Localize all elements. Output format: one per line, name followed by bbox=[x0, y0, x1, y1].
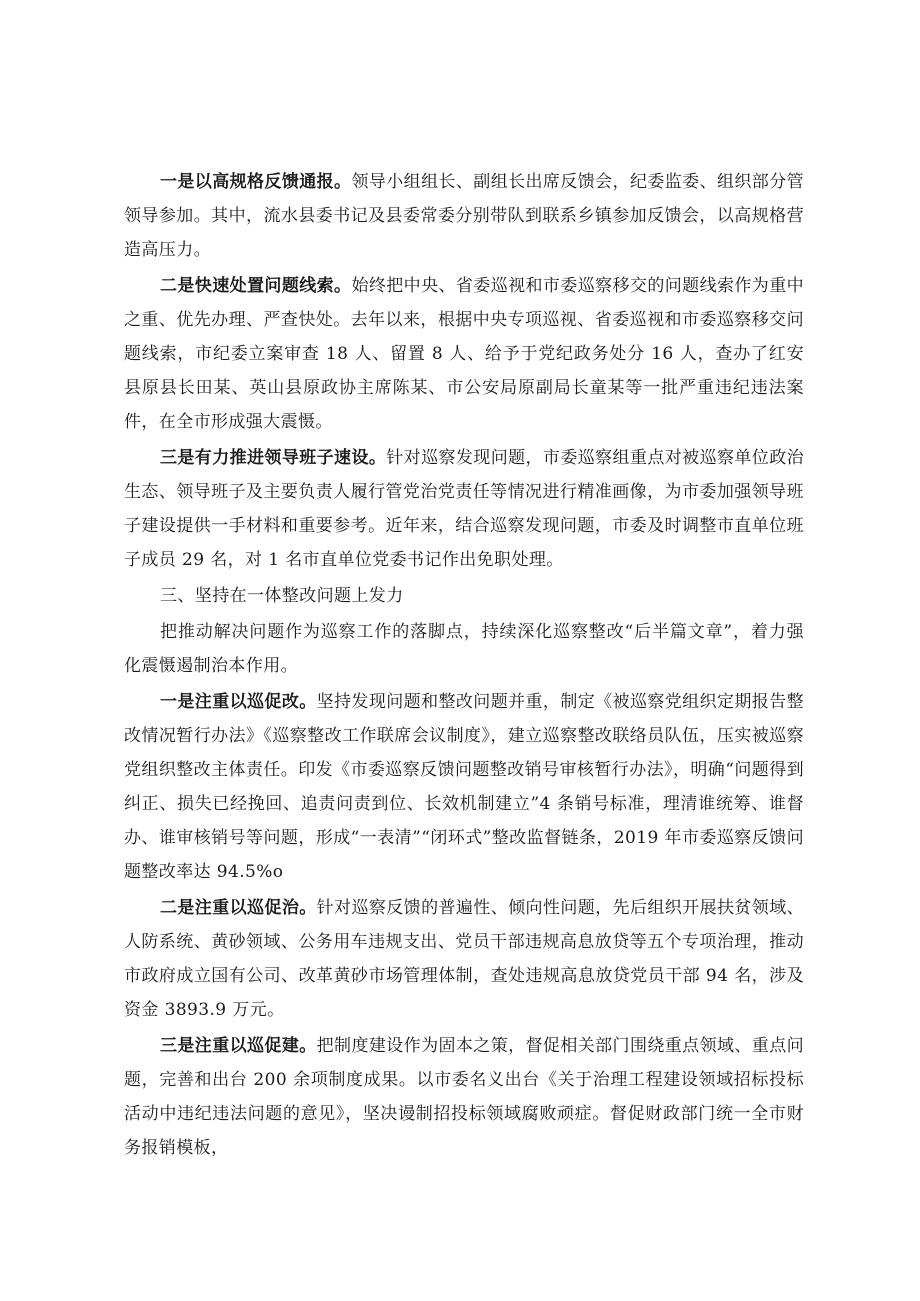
paragraph-text: 把制度建设作为固本之策，督促相关部门围绕重点领域、重点问题，完善和出台 200 余项制度成果。以市委名义出台《关于治理工程建设领域招标投标活动中违纪违法问题的意见》，坚决谩制招投标领域腐败顽症。督促财政部门统一全市财务报销模板， bbox=[124, 1036, 804, 1158]
paragraph-6 bbox=[124, 685, 804, 889]
paragraph-1 bbox=[124, 165, 804, 267]
paragraph-text: 针对巡察发现问题，市委巡察组重点对被巡察单位政治生态、领导班子及主要负责人履行管党治党责任等情况进行精准画像，为市委加强领导班子建设提供一手材料和重要参考。近年来，结合巡察发现问题，市委及时调整市直单位班子成员 29 名，对 1 名市直单位党委书记作出免职处理。 bbox=[124, 448, 804, 570]
paragraph-2 bbox=[124, 269, 804, 439]
paragraph-lead: 一是以高规格反馈通报。 bbox=[160, 172, 352, 192]
paragraph-lead: 二是注重以巡促治。 bbox=[160, 898, 317, 918]
paragraph-lead: 二是快速处置问题线索。 bbox=[160, 276, 352, 296]
paragraph-3 bbox=[124, 441, 804, 577]
paragraph-5 bbox=[124, 615, 804, 683]
paragraph-lead: 三是注重以巡促建。 bbox=[160, 1036, 317, 1056]
paragraph-text: 始终把中央、省委巡视和市委巡察移交的问题线索作为重中之重、优先办理、严查快处。去年以来，根据中央专项巡视、省委巡视和市委巡察移交问题线索，市纪委立案审查 18 人、留置 8 人、给予于党纪政务处分 16 人，查办了红安县原县长田某、英山县原政协主席陈某、市公安局原副局长童某等一批严重违纪违法案件，在全市形成强大震慑。 bbox=[124, 276, 804, 432]
document-body bbox=[124, 165, 804, 1167]
paragraph-8 bbox=[124, 1029, 804, 1165]
section-heading bbox=[124, 579, 804, 613]
paragraph-text: 坚持发现问题和整改问题并重，制定《被巡察党组织定期报告整改情况暂行办法》《巡察整改工作联席会议制度》，建立巡察整改联络员队伍，压实被巡察党组织整改主体责任。印发《市委巡察反馈问题整改销号审核暂行办法》，明确“问题得到纠正、损失已经挽回、追责问责到位、长效机制建立”4 条销号标准，理清谁统筹、谁督办、谁审核销号等问题，形成“一表清”“闭环式”整改监督链条，2019 年市委巡察反馈问题整改率达 94.5%o bbox=[124, 692, 804, 882]
paragraph-lead: 三是有力推进领导班子速设。 bbox=[160, 448, 387, 468]
paragraph-text: 把推动解决问题作为巡察工作的落脚点，持续深化巡察整改“后半篇文章”，着力强化震慑遏制治本作用。 bbox=[124, 622, 804, 676]
paragraph-text: 三、坚持在一体整改问题上发力 bbox=[160, 586, 404, 606]
paragraph-text: 针对巡察反馈的普遍性、倾向性问题，先后组织开展扶贫领域、人防系统、黄砂领域、公务用车违规支出、党员干部违规高息放贷等五个专项治理，推动市政府成立国有公司、改革黄砂市场管理体制，查处违规高息放贷党员干部 94 名，涉及资金 3893.9 万元。 bbox=[124, 898, 804, 1020]
paragraph-text: 领导小组组长、副组长出席反馈会，纪委监委、组织部分管领导参加。其中，流水县委书记及县委常委分别带队到联系乡镇参加反馈会，以高规格营造高压力。 bbox=[124, 172, 804, 260]
paragraph-7 bbox=[124, 891, 804, 1027]
paragraph-lead: 一是注重以巡促改。 bbox=[160, 692, 317, 712]
